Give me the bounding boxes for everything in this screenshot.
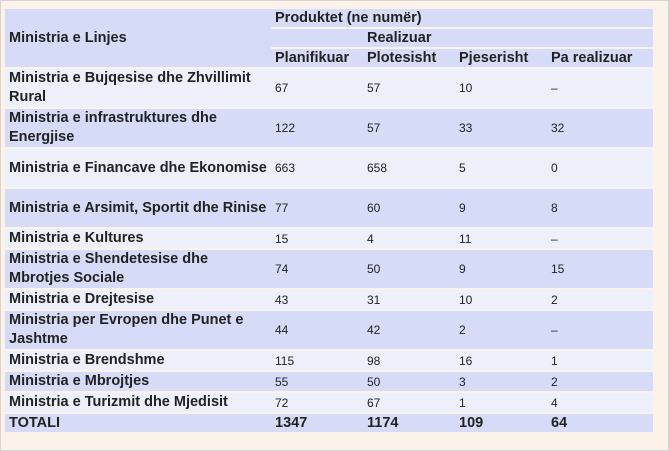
cell-plotesisht: 60 <box>363 189 455 227</box>
row-name: Ministria e Turizmit dhe Mjedisit <box>5 393 271 412</box>
cell-plotesisht: 4 <box>363 229 455 248</box>
header-planifikuar: Planifikuar <box>271 49 363 67</box>
total-planifikuar: 1347 <box>271 414 363 432</box>
cell-pa-realizuar: 2 <box>547 290 653 309</box>
row-name: Ministria e Arsimit, Sportit dhe Rinise <box>5 189 271 227</box>
table-row <box>5 149 653 187</box>
cell-pa-realizuar: – <box>547 69 653 107</box>
cell-planifikuar: 663 <box>271 149 363 187</box>
table-row <box>5 311 653 349</box>
cell-planifikuar: 72 <box>271 393 363 412</box>
row-name: Ministria per Evropen dhe Punet e Jashtme <box>5 311 271 349</box>
table-row <box>5 69 653 107</box>
cell-planifikuar: 74 <box>271 250 363 288</box>
cell-planifikuar: 115 <box>271 351 363 370</box>
cell-pjeserisht: 33 <box>455 109 547 147</box>
cell-planifikuar: 44 <box>271 311 363 349</box>
cell-plotesisht: 31 <box>363 290 455 309</box>
row-name: Ministria e Drejtesise <box>5 290 271 309</box>
cell-pjeserisht: 2 <box>455 311 547 349</box>
total-row <box>5 414 653 432</box>
row-name: Ministria e Kultures <box>5 229 271 248</box>
header-blank <box>271 29 363 47</box>
cell-pa-realizuar: – <box>547 229 653 248</box>
row-name: Ministria e Bujqesise dhe Zhvillimit Rural <box>5 69 271 107</box>
table-row <box>5 229 653 248</box>
cell-plotesisht: 67 <box>363 393 455 412</box>
table-row <box>5 372 653 391</box>
cell-pjeserisht: 10 <box>455 69 547 107</box>
total-label: TOTALI <box>5 414 271 432</box>
cell-pa-realizuar: 15 <box>547 250 653 288</box>
row-name: Ministria e infrastruktures dhe Energjise <box>5 109 271 147</box>
cell-pjeserisht: 1 <box>455 393 547 412</box>
cell-planifikuar: 15 <box>271 229 363 248</box>
table-row <box>5 290 653 309</box>
table-body <box>5 69 653 432</box>
cell-pjeserisht: 5 <box>455 149 547 187</box>
table-row <box>5 250 653 288</box>
cell-pjeserisht: 16 <box>455 351 547 370</box>
cell-plotesisht: 50 <box>363 372 455 391</box>
table-row <box>5 189 653 227</box>
total-pa-realizuar: 64 <box>547 414 653 432</box>
row-name: Ministria e Shendetesise dhe Mbrotjes Sociale <box>5 250 271 288</box>
cell-pjeserisht: 3 <box>455 372 547 391</box>
total-pjeserisht: 109 <box>455 414 547 432</box>
cell-plotesisht: 658 <box>363 149 455 187</box>
table-header <box>5 9 653 67</box>
table-row <box>5 109 653 147</box>
cell-pa-realizuar: 4 <box>547 393 653 412</box>
cell-plotesisht: 42 <box>363 311 455 349</box>
cell-pa-realizuar: 0 <box>547 149 653 187</box>
cell-planifikuar: 67 <box>271 69 363 107</box>
table-row <box>5 351 653 370</box>
cell-plotesisht: 57 <box>363 109 455 147</box>
cell-plotesisht: 98 <box>363 351 455 370</box>
header-pjeserisht: Pjeserisht <box>455 49 547 67</box>
header-pa-realizuar: Pa realizuar <box>547 49 653 67</box>
cell-pa-realizuar: 2 <box>547 372 653 391</box>
cell-planifikuar: 77 <box>271 189 363 227</box>
header-plotesisht: Plotesisht <box>363 49 455 67</box>
ministries-products-table <box>5 7 653 434</box>
cell-pa-realizuar: 32 <box>547 109 653 147</box>
cell-pa-realizuar: – <box>547 311 653 349</box>
cell-plotesisht: 57 <box>363 69 455 107</box>
cell-pjeserisht: 10 <box>455 290 547 309</box>
header-produktet: Produktet (ne numër) <box>271 9 653 27</box>
row-name: Ministria e Financave dhe Ekonomise <box>5 149 271 187</box>
table-row <box>5 393 653 412</box>
cell-pjeserisht: 9 <box>455 250 547 288</box>
cell-planifikuar: 122 <box>271 109 363 147</box>
cell-plotesisht: 50 <box>363 250 455 288</box>
header-realizuar: Realizuar <box>363 29 653 47</box>
cell-pa-realizuar: 1 <box>547 351 653 370</box>
total-plotesisht: 1174 <box>363 414 455 432</box>
cell-planifikuar: 55 <box>271 372 363 391</box>
cell-pa-realizuar: 8 <box>547 189 653 227</box>
row-name: Ministria e Mbrojtjes <box>5 372 271 391</box>
cell-pjeserisht: 9 <box>455 189 547 227</box>
row-name: Ministria e Brendshme <box>5 351 271 370</box>
cell-planifikuar: 43 <box>271 290 363 309</box>
cell-pjeserisht: 11 <box>455 229 547 248</box>
header-ministria: Ministria e Linjes <box>5 9 271 67</box>
